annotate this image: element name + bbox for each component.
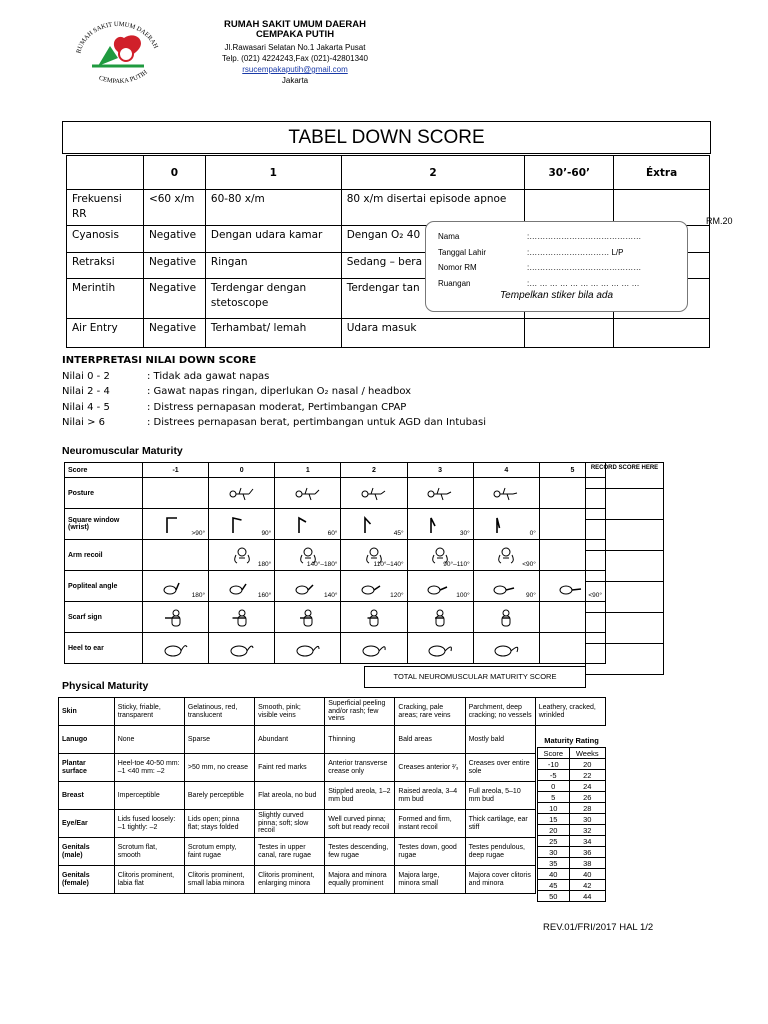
sticker-field [438, 245, 675, 261]
record-score-cell[interactable] [586, 613, 664, 644]
maturity-rating-table [537, 747, 606, 902]
nm-cell [473, 478, 539, 509]
pm-cell: Abundant [255, 726, 325, 754]
mr-cell: 10 [538, 803, 570, 814]
pm-cell: Sparse [184, 726, 254, 754]
pm-row-label: Genitals (male) [59, 838, 115, 866]
logo-text-bottom: CEMPAKA PUTIH [97, 68, 149, 86]
mr-cell: 20 [538, 825, 570, 836]
interp-key: Nilai > 6 [62, 417, 106, 428]
heel-to-ear-icon [161, 639, 191, 659]
table-row [59, 726, 606, 754]
pm-cell: Clitoris prominent, enlarging minora [255, 866, 325, 894]
pm-cell: Lids fused loosely: –1 tightly: –2 [114, 810, 184, 838]
down-cell: Negative [143, 226, 205, 253]
table-row [538, 847, 606, 858]
square-window-icon [293, 515, 323, 535]
pm-cell: Majora large, minora small [395, 866, 465, 894]
interp-value: : Tidak ada gawat napas [147, 370, 270, 382]
pm-cell: Bald areas [395, 726, 465, 754]
record-score-cell[interactable] [586, 551, 664, 582]
popliteal-angle-icon [557, 577, 587, 597]
mr-cell: 32 [569, 825, 605, 836]
table-row [538, 825, 606, 836]
degree-label: 160° [257, 592, 272, 599]
sticker-field [438, 276, 675, 292]
popliteal-angle-icon [359, 577, 389, 597]
svg-text:CEMPAKA PUTIH [98, 69, 149, 85]
nm-row-label: Arm recoil [65, 540, 143, 571]
posture-icon [425, 484, 455, 504]
list-item [62, 369, 486, 385]
table-row [59, 698, 606, 726]
nm-cell [143, 540, 209, 571]
degree-label: 90° [526, 592, 536, 599]
mr-cell: 20 [569, 759, 605, 770]
maturity-rating-title: Maturity Rating [544, 736, 599, 745]
hospital-header [180, 20, 410, 86]
pm-cell: Gelatinous, red, translucent [184, 698, 254, 726]
nm-header-cell: 5 [539, 463, 605, 478]
scarf-sign-icon [293, 608, 323, 628]
table-row [59, 782, 606, 810]
mr-cell: -10 [538, 759, 570, 770]
pm-cell: Flat areola, no bud [255, 782, 325, 810]
pm-cell: Testes in upper canal, rare rugae [255, 838, 325, 866]
nm-row-label: Square window (wrist) [65, 509, 143, 540]
interpretation-heading: INTERPRETASI NILAI DOWN SCORE [62, 355, 257, 366]
nm-cell [209, 509, 275, 540]
nm-row-label: Popliteal angle [65, 571, 143, 602]
nm-cell [407, 540, 473, 571]
table-row [538, 869, 606, 880]
mr-header-cell: Score [538, 748, 570, 759]
score-entry-cell[interactable] [525, 319, 614, 348]
down-cell: <60 x/m [143, 190, 205, 226]
nm-header-cell: Score [65, 463, 143, 478]
down-cell: Dengan udara kamar [205, 226, 341, 253]
mr-cell: 42 [569, 880, 605, 891]
record-score-label: RECORD SCORE HERE [586, 463, 664, 489]
posture-icon [293, 484, 323, 504]
pm-cell: Lids open; pinna flat; stays folded [184, 810, 254, 838]
square-window-icon [161, 515, 191, 535]
table-row [538, 858, 606, 869]
pm-cell: Testes descending, few rugae [325, 838, 395, 866]
scarf-sign-icon [161, 608, 191, 628]
nm-cell [275, 478, 341, 509]
mr-cell: -5 [538, 770, 570, 781]
table-row [65, 509, 606, 540]
nm-cell [143, 509, 209, 540]
down-header-cell [67, 156, 144, 190]
hospital-phone: Telp. (021) 4224243,Fax (021)-42801340 [222, 54, 368, 63]
table-row [538, 781, 606, 792]
table-row [65, 633, 606, 664]
pm-cell: Creases over entire sole [465, 754, 535, 782]
nm-row-label: Heel to ear [65, 633, 143, 664]
nm-row-label: Scarf sign [65, 602, 143, 633]
record-score-cell[interactable] [586, 644, 664, 675]
pm-cell: Clitoris prominent, labia flat [114, 866, 184, 894]
degree-label: 45° [393, 530, 404, 537]
down-cell: Negative [143, 253, 205, 279]
mr-cell: 38 [569, 858, 605, 869]
sticker-field [438, 229, 675, 245]
pm-cell: None [114, 726, 184, 754]
nm-row-label: Posture [65, 478, 143, 509]
record-score-column [585, 462, 664, 675]
nm-cell [275, 571, 341, 602]
scarf-sign-icon [227, 608, 257, 628]
nm-cell [209, 571, 275, 602]
posture-icon [491, 484, 521, 504]
popliteal-angle-icon [491, 577, 521, 597]
pm-row-label: Eye/Ear [59, 810, 115, 838]
down-cell: Negative [143, 279, 205, 319]
pm-row-label: Skin [59, 698, 115, 726]
down-row-label: Merintih [67, 279, 144, 319]
down-header-cell: 1 [205, 156, 341, 190]
mr-cell: 40 [569, 869, 605, 880]
down-row-label: Frekuensi RR [67, 190, 144, 226]
table-row [59, 754, 606, 782]
degree-label: 90° [261, 530, 272, 537]
popliteal-angle-icon [425, 577, 455, 597]
down-cell: 80 x/m disertai episode apnoe [341, 190, 525, 226]
list-item [62, 384, 486, 400]
table-row [59, 838, 606, 866]
mr-cell: 44 [569, 891, 605, 902]
mr-cell: 28 [569, 803, 605, 814]
pm-cell: Smooth, pink; visible veins [255, 698, 325, 726]
mr-cell: 24 [569, 781, 605, 792]
down-cell: Udara masuk [341, 319, 525, 348]
nm-cell [341, 509, 407, 540]
down-header-cell: 0 [143, 156, 205, 190]
heel-to-ear-icon [359, 639, 389, 659]
heel-to-ear-icon [425, 639, 455, 659]
interp-value: : Gawat napas ringan, diperlukan O₂ nasal / headbox [147, 386, 412, 397]
down-row-label: Cyanosis [67, 226, 144, 253]
heel-to-ear-icon [491, 639, 521, 659]
table-row [67, 319, 710, 348]
nm-cell [341, 571, 407, 602]
sticker-value[interactable]: :…………………………………… [527, 263, 642, 273]
nm-cell [143, 602, 209, 633]
sticker-value[interactable]: :… … … … … … … … … … … [527, 278, 640, 288]
hospital-email-link[interactable]: rsucempakaputih@gmail.com [242, 65, 348, 74]
pm-cell: Raised areola, 3–4 mm bud [395, 782, 465, 810]
degree-label: 140° [323, 592, 338, 599]
degree-label: 60° [327, 530, 338, 537]
degree-label: <90° [588, 592, 602, 599]
list-item [62, 400, 486, 416]
popliteal-angle-icon [293, 577, 323, 597]
physical-title: Physical Maturity [62, 680, 149, 692]
pm-row-label: Genitals (female) [59, 866, 115, 894]
table-row [65, 571, 606, 602]
table-row [65, 540, 606, 571]
table-row [538, 759, 606, 770]
maturity-rating [537, 737, 606, 902]
pm-cell: Barely perceptible [184, 782, 254, 810]
pm-cell: Majora and minora equally prominent [325, 866, 395, 894]
sticker-value[interactable]: :………………………… L/P [527, 247, 624, 257]
interp-value: : Distrees pernapasan berat, pertimbangan untuk AGD dan Intubasi [147, 417, 487, 428]
table-row [538, 803, 606, 814]
nm-cell [341, 540, 407, 571]
mr-cell: 0 [538, 781, 570, 792]
hospital-city: Jakarta [281, 76, 309, 85]
nm-header-cell: 4 [473, 463, 539, 478]
nm-cell [407, 633, 473, 664]
sticker-hint: Tempelkan stiker bila ada [499, 290, 614, 301]
nm-cell [473, 571, 539, 602]
posture-icon [359, 484, 389, 504]
interp-value: : Distress pernapasan moderat, Pertimbangan CPAP [147, 401, 407, 413]
degree-label: 180° [257, 561, 272, 568]
hospital-logo [66, 20, 170, 92]
nm-header-cell: 3 [407, 463, 473, 478]
degree-label: 140°–180° [306, 561, 338, 568]
popliteal-angle-icon [227, 577, 257, 597]
down-cell: Terdengar tan [341, 279, 525, 319]
pm-row-label: Breast [59, 782, 115, 810]
pm-cell: Leathery, cracked, wrinkled [535, 698, 605, 726]
square-window-icon [491, 515, 521, 535]
nm-cell [473, 509, 539, 540]
heel-to-ear-icon [293, 639, 323, 659]
page-title: TABEL DOWN SCORE [62, 121, 711, 154]
pm-cell: Stippled areola, 1–2 mm bud [325, 782, 395, 810]
down-table-header [67, 156, 710, 190]
nm-cell [407, 571, 473, 602]
nm-cell [143, 478, 209, 509]
down-cell: Ringan [205, 253, 341, 279]
nm-cell [209, 633, 275, 664]
pm-cell: Clitoris prominent, small labia minora [184, 866, 254, 894]
scarf-sign-icon [491, 608, 521, 628]
mr-cell: 26 [569, 792, 605, 803]
square-window-icon [227, 515, 257, 535]
down-row-label: Retraksi [67, 253, 144, 279]
hospital-name-2: CEMPAKA PUTIH [255, 29, 335, 40]
arm-recoil-icon [227, 546, 257, 566]
scarf-sign-icon [425, 608, 455, 628]
arm-recoil-icon [491, 546, 521, 566]
nm-header-cell: 0 [209, 463, 275, 478]
pm-cell: Superficial peeling and/or rash; few veins [325, 698, 395, 726]
mr-cell: 35 [538, 858, 570, 869]
mr-cell: 45 [538, 880, 570, 891]
square-window-icon [359, 515, 389, 535]
sticker-label: Ruangan [438, 278, 471, 288]
mr-cell: 50 [538, 891, 570, 902]
mr-cell: 34 [569, 836, 605, 847]
mr-cell: 25 [538, 836, 570, 847]
pm-cell: Anterior transverse crease only [325, 754, 395, 782]
pm-cell: Faint red marks [255, 754, 325, 782]
nm-cell [143, 571, 209, 602]
down-cell: Dengan O₂ 40 [341, 226, 525, 253]
degree-label: >90° [191, 530, 206, 537]
sticker-label: Tanggal Lahir [438, 247, 487, 257]
table-row [538, 891, 606, 902]
table-row [538, 880, 606, 891]
degree-label: 100° [456, 592, 470, 599]
mr-cell: 22 [569, 770, 605, 781]
mr-cell: 5 [538, 792, 570, 803]
degree-label: 90°–110° [443, 561, 470, 568]
pm-cell: Sticky, friable, transparent [114, 698, 184, 726]
interp-key: Nilai 4 - 5 [62, 401, 110, 413]
nm-cell [275, 540, 341, 571]
nm-cell [473, 602, 539, 633]
degree-label: 0° [529, 530, 536, 537]
pm-cell: Creases anterior ²⁄₃ [395, 754, 465, 782]
down-header-cell: 30’-60’ [525, 156, 614, 190]
table-row [59, 810, 606, 838]
pm-cell: Slightly curved pinna; soft; slow recoil [255, 810, 325, 838]
heel-to-ear-icon [227, 639, 257, 659]
nm-header-cell: -1 [143, 463, 209, 478]
record-score-cell[interactable] [586, 489, 664, 520]
table-row [59, 866, 606, 894]
table-row [538, 770, 606, 781]
mr-cell: 30 [569, 814, 605, 825]
table-row [65, 478, 606, 509]
table-row [538, 836, 606, 847]
table-row [65, 602, 606, 633]
form-code: RM.20 [706, 216, 733, 226]
popliteal-angle-icon [161, 577, 191, 597]
down-cell: Terdengar dengan stetoscope [205, 279, 341, 319]
posture-icon [227, 484, 257, 504]
pm-cell: >50 mm, no crease [184, 754, 254, 782]
down-cell: Sedang – bera [341, 253, 525, 279]
mr-header-cell: Weeks [569, 748, 605, 759]
pm-cell: Full areola, 5–10 mm bud [465, 782, 535, 810]
down-cell: 60-80 x/m [205, 190, 341, 226]
nm-cell [209, 478, 275, 509]
pm-row-label: Lanugo [59, 726, 115, 754]
nm-cell [341, 633, 407, 664]
degree-label: 110°–140° [373, 561, 404, 568]
pm-cell: Formed and firm, instant recoil [395, 810, 465, 838]
nm-cell [407, 478, 473, 509]
sticker-value[interactable]: :…………………………………… [527, 232, 642, 242]
pm-cell: Parchment, deep cracking; no vessels [465, 698, 535, 726]
revision-footer: REV.01/FRI/2017 HAL 1/2 [543, 922, 654, 933]
pm-cell: Cracking, pale areas; rare veins [395, 698, 465, 726]
pm-cell: Majora cover clitoris and minora [465, 866, 535, 894]
table-row [538, 792, 606, 803]
neuromuscular-title: Neuromuscular Maturity [62, 445, 183, 457]
nm-cell [407, 602, 473, 633]
pm-cell: Testes down, good rugae [395, 838, 465, 866]
record-score-cell[interactable] [586, 520, 664, 551]
down-row-label: Air Entry [67, 319, 144, 348]
pm-cell: Well curved pinna; soft but ready recoil [325, 810, 395, 838]
mr-cell: 40 [538, 869, 570, 880]
logo-text-top: RUMAH SAKIT UMUM DAERAH [75, 20, 160, 55]
mr-cell: 36 [569, 847, 605, 858]
interp-key: Nilai 0 - 2 [62, 370, 110, 382]
hospital-address: Jl.Rawasari Selatan No.1 Jakarta Pusat [224, 43, 366, 52]
pm-cell: Thinning [325, 726, 395, 754]
neuromuscular-table [64, 462, 606, 664]
nm-cell [209, 540, 275, 571]
nm-cell [143, 633, 209, 664]
degree-label: 180° [191, 592, 206, 599]
down-cell: Negative [143, 319, 205, 348]
sticker-field [438, 260, 675, 276]
mr-cell: 30 [538, 847, 570, 858]
pm-cell: Scrotum flat, smooth [114, 838, 184, 866]
nm-cell [275, 509, 341, 540]
pm-cell: Thick cartilage, ear stiff [465, 810, 535, 838]
nm-cell [275, 633, 341, 664]
table-row [538, 814, 606, 825]
nm-cell [275, 602, 341, 633]
nm-header-cell: 2 [341, 463, 407, 478]
down-header-cell: Éxtra [614, 156, 710, 190]
interp-key: Nilai 2 - 4 [62, 386, 110, 397]
down-cell: Terhambat/ lemah [205, 319, 341, 348]
physical-maturity-table [58, 697, 606, 894]
sticker-label: Nama [438, 232, 460, 242]
nm-cell [473, 633, 539, 664]
list-item [62, 415, 486, 431]
score-entry-cell[interactable] [614, 319, 710, 348]
nm-header-row [65, 463, 606, 478]
total-neuromuscular-score-label: TOTAL NEUROMUSCULAR MATURITY SCORE [364, 666, 586, 688]
patient-sticker-box[interactable] [425, 221, 688, 312]
nm-cell [209, 602, 275, 633]
interpretation-section [62, 353, 486, 431]
degree-label: <90° [522, 561, 536, 568]
pm-row-label: Plantar surface [59, 754, 115, 782]
nm-cell [341, 602, 407, 633]
nm-header-cell: 1 [275, 463, 341, 478]
nm-cell [473, 540, 539, 571]
pm-cell: Mostly bald [465, 726, 535, 754]
nm-cell [341, 478, 407, 509]
nm-cell [407, 509, 473, 540]
down-header-cell: 2 [341, 156, 525, 190]
pm-cell: Testes pendulous, deep rugae [465, 838, 535, 866]
hospital-name: RUMAH SAKIT UMUM DAERAH [224, 19, 366, 30]
degree-label: 120° [390, 592, 404, 599]
sticker-label: Nomor RM [438, 263, 477, 273]
record-score-cell[interactable] [586, 582, 664, 613]
mr-header-row [538, 748, 606, 759]
pm-cell: Imperceptible [114, 782, 184, 810]
pm-cell: Heel-toe 40-50 mm: –1 <40 mm: –2 [114, 754, 184, 782]
degree-label: 30° [459, 530, 470, 537]
pm-cell: Scrotum empty, faint rugae [184, 838, 254, 866]
square-window-icon [425, 515, 455, 535]
mr-cell: 15 [538, 814, 570, 825]
scarf-sign-icon [359, 608, 389, 628]
